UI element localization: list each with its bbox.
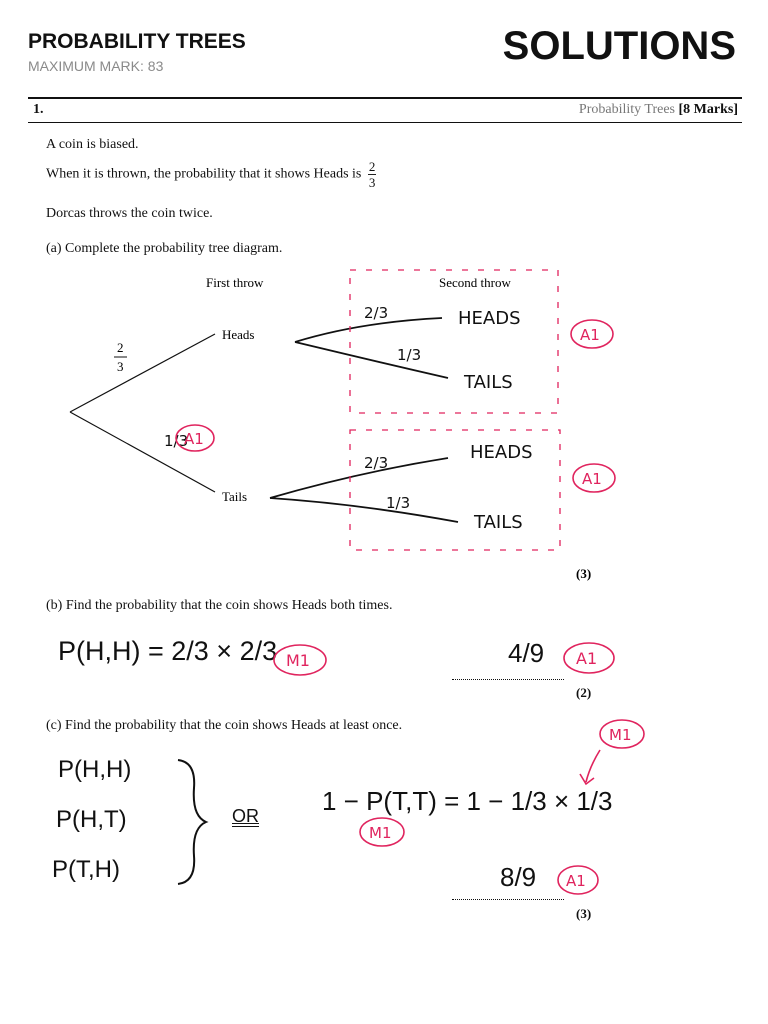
answer-line-b [452, 679, 564, 680]
heads-fraction: $\frac{2}{3}$ [368, 159, 376, 190]
svg-text:M1: M1 [609, 726, 632, 744]
probability-tree [0, 260, 768, 590]
svg-text:A1: A1 [566, 872, 586, 890]
rule-bottom [28, 122, 742, 123]
hand-tails-2: TAILS [474, 512, 523, 533]
part-b-marks: (2) [576, 685, 592, 700]
branch-tails [70, 412, 215, 492]
hand-heads-2: HEADS [470, 442, 533, 463]
hand-hh: 2/3 [364, 304, 389, 322]
heads-label: Heads [222, 327, 255, 342]
rule-top [28, 97, 742, 99]
svg-text:A1: A1 [576, 649, 598, 668]
a1-mark-c [554, 862, 602, 898]
question-number: 1. [33, 102, 44, 117]
part-b-answer: 4/9 [508, 638, 545, 668]
part-a-marks: (3) [576, 566, 592, 581]
part-a-prompt: (a) Complete the probability tree diagram. [46, 241, 283, 256]
m1-mark-c-bottom [356, 814, 408, 850]
max-mark: MAXIMUM MARK: 83 [28, 58, 164, 74]
a1-mark-tree-1: A1 [184, 430, 204, 448]
branch-th [270, 458, 448, 498]
given-num: 2 [117, 340, 124, 355]
arrow-icon [576, 748, 606, 788]
page-title: PROBABILITY TREES [28, 30, 246, 53]
m1-mark-c-top [596, 716, 648, 752]
hand-tails-first: 1/3 [164, 432, 189, 450]
hand-tails-1: TAILS [464, 372, 513, 393]
svg-text:M1: M1 [286, 651, 310, 670]
m1-mark-b [270, 640, 330, 680]
curly-brace [172, 756, 212, 888]
hand-tt: 1/3 [386, 494, 411, 512]
second-throw-label: Second throw [439, 275, 511, 290]
answer-box-top [350, 270, 558, 413]
question-marks: [8 Marks] [678, 102, 738, 117]
branch-tt [270, 498, 458, 522]
hand-ht: 1/3 [397, 346, 422, 364]
list-item-1: P(H,H) [58, 756, 132, 783]
question-topic: Probability Trees [578, 102, 675, 117]
branch-ht [295, 342, 448, 378]
stem-line-1: A coin is biased. [46, 137, 139, 152]
stem-line-2: When it is thrown, the probability that it shows Heads is $\frac{2}{3}$ [46, 159, 376, 190]
hand-heads-1: HEADS [458, 308, 521, 329]
list-item-2: P(H,T) [56, 806, 127, 833]
a1-mark-b [560, 638, 618, 678]
part-c-prompt: (c) Find the probability that the coin shows Heads at least once. [46, 718, 403, 733]
first-throw-label: First throw [206, 275, 264, 290]
part-b-prompt: (b) Find the probability that the coin shows Heads both times. [46, 598, 393, 613]
list-item-3: P(T,H) [52, 856, 120, 883]
part-c-answer: 8/9 [500, 862, 537, 892]
answer-line-c [452, 899, 564, 900]
or-label: OR [232, 806, 259, 826]
tails-label: Tails [222, 489, 248, 504]
hand-th: 2/3 [364, 454, 389, 472]
part-b-working: P(H,H) = 2/3 × 2/3 [58, 636, 278, 666]
given-den: 3 [117, 359, 124, 374]
branch-heads [70, 334, 215, 412]
svg-text:M1: M1 [369, 824, 392, 842]
a1-mark-tree-2: A1 [580, 326, 600, 344]
stem-line-3: Dorcas throws the coin twice. [46, 206, 213, 221]
part-c-marks: (3) [576, 906, 592, 921]
part-c-working: 1 − P(T,T) = 1 − 1/3 × 1/3 [322, 786, 613, 816]
solutions-heading: SOLUTIONS [502, 24, 736, 68]
a1-mark-tree-3: A1 [582, 470, 602, 488]
